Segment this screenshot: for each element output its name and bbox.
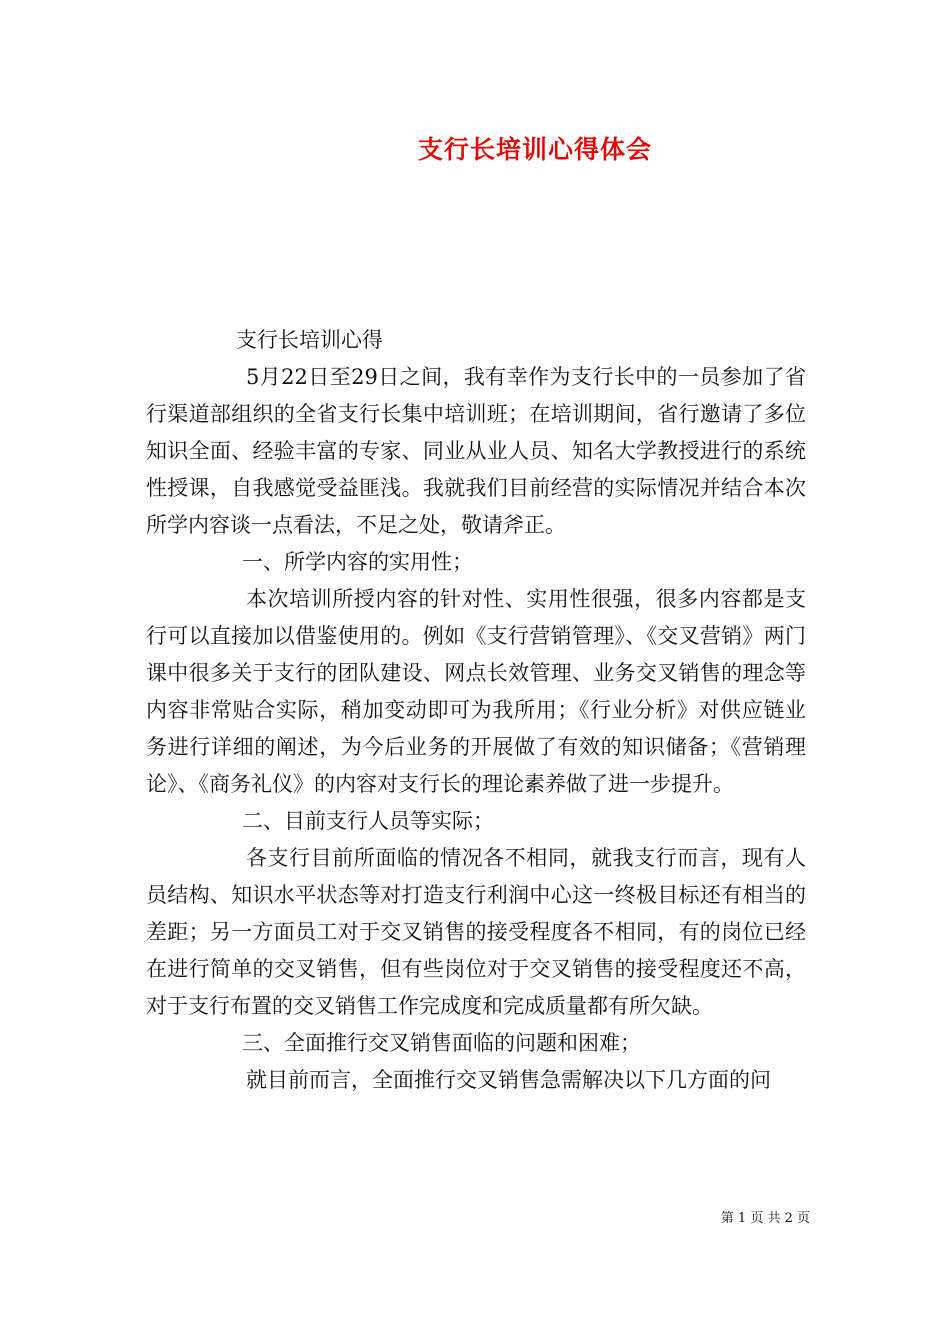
paragraph-section-3: 就目前而言，全面推行交叉销售急需解决以下几方面的问 [246,1068,771,1092]
document-subtitle: 支行长培训心得 [236,328,383,352]
paragraph-section-2: 各支行目前所面临的情况各不相同，就我支行而言，现有人员结构、知识水平状态等对打造支行利润中心这一终极目标还有相当的差距；另一方面员工对于交叉销售的接受程度各不相同，有的岗位已经在进行简单的交叉销售，但有些岗位对于交叉销售的接受程度还不高，对于支行布置的交叉销售工作完成度和完成质量都有所欠缺。 [146,846,806,1018]
section-heading-3: 三、全面推行交叉销售面临的问题和困难； [242,1031,641,1055]
paragraph-section-1: 本次培训所授内容的针对性、实用性很强，很多内容都是支行可以直接加以借鉴使用的。例如《支行营销管理》、《交叉营销》两门课中很多关于支行的团队建设、网点长效管理、业务交叉销售的理念等内容非常贴合实际，稍加变动即可为我所用；《行业分析》对供应链业务进行详细的阐述，为今后业务的开展做了有效的知识储备；《营销理论》、《商务礼仪》的内容对支行长的理论素养做了进一步提升。 [146,587,806,796]
section-heading-2: 二、目前支行人员等实际； [242,809,494,833]
paragraph-intro: 5月22日至29日之间，我有幸作为支行长中的一员参加了省行渠道部组织的全省支行长集中培训班；在培训期间，省行邀请了多位知识全面、经验丰富的专家、同业从业人员、知名大学教授进行的系统性授课，自我感觉受益匪浅。我就我们目前经营的实际情况并结合本次所学内容谈一点看法，不足之处，敬请斧正。 [146,365,806,537]
section-heading-1: 一、所学内容的实用性； [242,550,473,574]
document-title: 支行长培训心得体会 [417,135,652,164]
page-number-footer: 第 1 页 共 2 页 [720,1211,810,1226]
document-body [146,322,806,1099]
